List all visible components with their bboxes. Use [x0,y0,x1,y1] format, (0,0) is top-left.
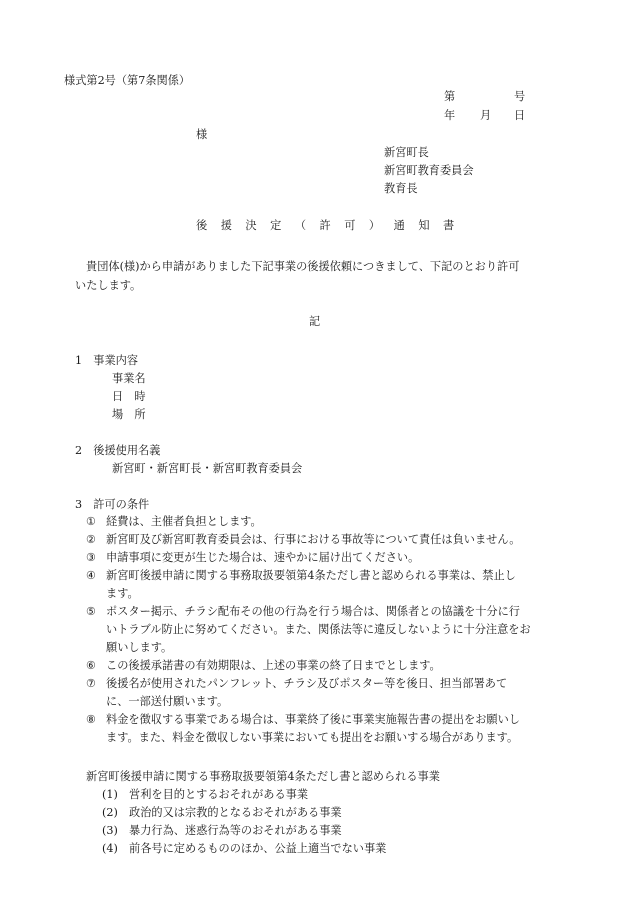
condition-line: に、一部送付願います。 [106,695,229,708]
condition-number: ⑤ [86,605,97,618]
title-char: 後 [196,219,208,232]
title-char: 決 [245,219,257,232]
condition-item [86,657,556,675]
section1-item-datetime: 日 時 [112,390,146,403]
note-item-number: (4) [102,842,118,855]
date-day: 日 [514,109,526,122]
section1-item-name: 事業名 [112,372,146,385]
condition-item [86,513,556,531]
note-item-text: 前各号に定めるもののほか、公益上適当でない事業 [129,842,387,855]
condition-line: ます。 [106,587,139,600]
date-month: 月 [480,109,492,122]
condition-line: 料金を徴収する事業である場合は、事業終了後に事業実施報告書の提出をお願いし [106,713,520,726]
condition-number: ⑧ [86,713,97,726]
section2-value: 新宮町・新宮町長・新宮町教育委員会 [112,462,303,475]
note-item-number: (3) [102,824,118,837]
note-item-text: 暴力行為、迷惑行為等のおそれがある事業 [129,824,342,837]
condition-line: いトラブル防止に努めてください。また、関係法等に違反しないように十分注意をお [106,623,531,636]
section3-heading: 3 許可の条件 [75,498,150,511]
document-title [196,220,468,231]
condition-number: ④ [86,569,97,582]
condition-text [106,711,556,747]
condition-line: ポスター掲示、チラシ配布その他の行為を行う場合は、関係者との協議を十分に行 [106,605,520,618]
doc-number-suffix: 号 [514,90,526,103]
date-year: 年 [444,109,456,122]
doc-number-prefix: 第 [444,90,456,103]
condition-item [86,675,556,711]
condition-text [106,567,556,603]
title-char: 許 [319,219,331,232]
conditions-list [86,513,556,747]
condition-number: ⑥ [86,659,97,672]
title-char: （ [294,219,307,232]
condition-line: 願いします。 [106,641,173,654]
note-item-text: 政治的又は宗教的となるおそれがある事業 [129,806,342,819]
form-number: 様式第2号（第7条関係） [64,74,191,87]
condition-line: 新宮町後援申請に関する事務取扱要領第4条ただし書と認められる事業は、禁止し [106,569,516,582]
condition-text: この後援承諾書の有効期限は、上述の事業の終了日までとします。 [106,659,441,672]
note-heading: 新宮町後援申請に関する事務取扱要領第4条ただし書と認められる事業 [86,770,440,783]
condition-text: 新宮町及び新宮町教育委員会は、行事における事故等について責任は負いません。 [106,533,521,546]
condition-number: ⑦ [86,677,97,690]
section1-item-place: 場 所 [112,408,146,421]
condition-line: 後援名が使用されたパンフレット、チラシ及びポスター等を後日、担当部署あて [106,677,508,690]
sender-mayor: 新宮町長 [384,146,429,159]
title-char: 知 [418,219,430,232]
condition-text [106,603,556,657]
recipient-honorific: 様 [196,128,208,141]
condition-item [86,549,556,567]
condition-number: ① [86,515,97,528]
section2-heading: 2 後援使用名義 [75,444,161,457]
title-char: 通 [393,219,405,232]
sender-board: 新宮町教育委員会 [384,164,474,177]
condition-item [86,603,556,657]
condition-number: ③ [86,551,97,564]
note-item-number: (1) [102,788,118,801]
condition-item [86,531,556,549]
condition-text: 申請事項に変更が生じた場合は、速やかに届け出てください。 [106,551,420,564]
condition-text: 経費は、主催者負担とします。 [106,515,262,528]
sender-superintendent: 教育長 [384,182,418,195]
ki-heading: 記 [309,315,321,328]
condition-item [86,711,556,747]
condition-number: ② [86,533,97,546]
note-item-text: 営利を目的とするおそれがある事業 [129,788,309,801]
title-char: 定 [270,219,282,232]
title-char: 可 [344,219,356,232]
condition-line: ます。また、料金を徴収しない事業においても提出をお願いする場合があります。 [106,731,519,744]
title-char: 援 [220,219,232,232]
section1-heading: 1 事業内容 [75,354,139,367]
condition-item [86,567,556,603]
title-char: 書 [443,219,455,232]
note-item-number: (2) [102,806,118,819]
title-char: ） [368,219,381,232]
condition-text [106,675,556,711]
intro-text-line2: いたします。 [75,279,142,292]
intro-text-line1: 貴団体(様)から申請がありました下記事業の後援依頼につきまして、下記のとおり許可 [86,260,520,273]
